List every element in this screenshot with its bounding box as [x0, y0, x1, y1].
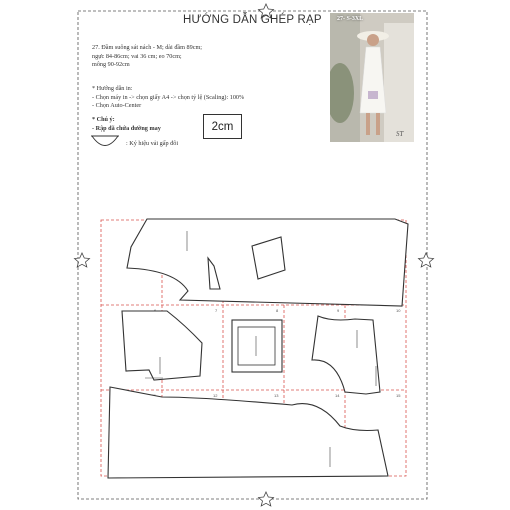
notes-heading: * Chú ý:	[92, 116, 115, 123]
tile-num-8: 8	[276, 308, 279, 313]
scale-reference-box: 2cm	[203, 114, 242, 139]
tile-num-7: 7	[215, 308, 218, 313]
tile-num-13: 13	[274, 393, 279, 398]
pattern-piece-pocket-frame	[232, 320, 282, 372]
tile-num-10: 10	[396, 308, 401, 313]
product-line-1: 27. Đầm suông sát nách - M; dài đầm 89cm;	[92, 44, 202, 51]
tile-num-12: 12	[213, 393, 218, 398]
pattern-piece-armhole-left	[122, 311, 202, 380]
tile-num-15: 15	[396, 393, 401, 398]
product-line-3: mông 90-92cm	[92, 61, 130, 69]
tile-num-9: 9	[337, 308, 340, 313]
print-heading: * Hướng dẫn in:	[92, 85, 133, 92]
print-step-1: - Chọn máy in -> chọn giấy A4 -> chọn tỷ lệ (Scaling): 100%	[92, 93, 245, 101]
product-line-2: ngực 84-86cm; vai 36 cm; eo 70cm;	[92, 52, 182, 60]
page-title: HƯỚNG DẪN GHÉP RẠP	[183, 14, 322, 26]
pattern-piece-back-skirt	[108, 387, 388, 478]
seam-allowance-note: - Rập đã chứa đường may	[92, 124, 161, 132]
print-step-2: - Chọn Auto-Center	[92, 102, 142, 110]
size-range-tag: 27- S-3XL	[337, 16, 364, 22]
photo-signature: ST	[396, 130, 404, 138]
pattern-piece-armhole-right	[312, 316, 380, 394]
fold-symbol-note: : Ký hiệu vải gấp đôi	[126, 140, 179, 147]
tile-num-14: 14	[335, 393, 340, 398]
